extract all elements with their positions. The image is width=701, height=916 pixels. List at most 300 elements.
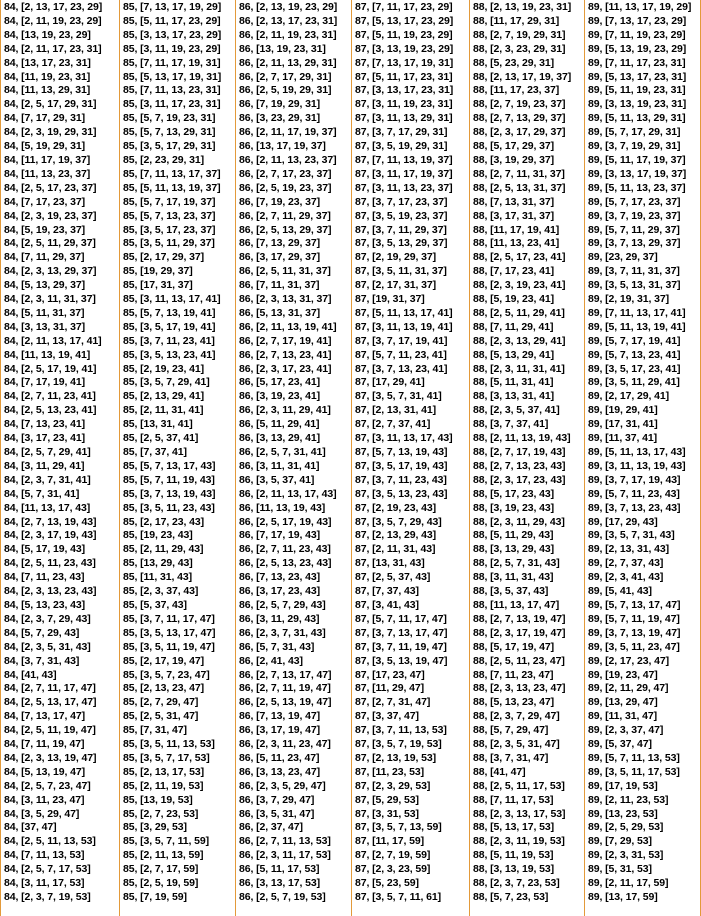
list-item: 84, [2, 5, 13, 17, 47] — [4, 696, 97, 709]
list-item: 87, [5, 11, 17, 23, 31] — [355, 70, 453, 83]
list-item: 87, [2, 3, 29, 53] — [355, 779, 431, 792]
list-item: 86, [2, 3, 11, 17, 53] — [239, 849, 331, 862]
list-item: 87, [3, 5, 13, 29, 37] — [355, 237, 448, 250]
list-item: 89, [5, 7, 17, 29, 31] — [588, 126, 681, 139]
list-item: 86, [2, 5, 13, 29, 37] — [239, 223, 332, 236]
list-item: 86, [2, 41, 43] — [239, 654, 303, 667]
list-item: 85, [2, 13, 29, 41] — [123, 390, 204, 403]
list-item: 89, [3, 5, 17, 23, 41] — [588, 362, 681, 375]
list-item: 85, [7, 11, 13, 17, 37] — [123, 167, 221, 180]
list-item: 87, [2, 11, 31, 43] — [355, 543, 436, 556]
list-item: 89, [5, 11, 13, 29, 31] — [588, 112, 686, 125]
list-item: 88, [2, 5, 11, 17, 53] — [473, 779, 565, 792]
list-item: 88, [2, 3, 5, 37, 41] — [473, 404, 560, 417]
list-item: 84, [2, 11, 17, 23, 31] — [4, 42, 102, 55]
list-item: 88, [3, 13, 29, 43] — [473, 543, 554, 556]
list-item: 86, [11, 13, 19, 43] — [239, 501, 326, 514]
list-item: 85, [13, 29, 43] — [123, 557, 193, 570]
list-item: 85, [2, 5, 19, 59] — [123, 877, 199, 890]
list-item: 88, [3, 7, 31, 47] — [473, 751, 549, 764]
list-item: 88, [2, 3, 17, 29, 37] — [473, 126, 566, 139]
list-item: 86, [3, 13, 17, 53] — [239, 877, 320, 890]
list-item: 84, [2, 3, 17, 19, 43] — [4, 529, 97, 542]
list-item: 89, [3, 5, 11, 17, 53] — [588, 765, 680, 778]
list-item: 87, [3, 7, 17, 29, 31] — [355, 126, 448, 139]
list-item: 88, [5, 13, 17, 53] — [473, 821, 554, 834]
list-item: 88, [11, 13, 17, 47] — [473, 598, 560, 611]
list-item: 84, [2, 13, 17, 23, 29] — [4, 1, 103, 13]
list-item: 87, [5, 7, 13, 19, 43] — [355, 446, 448, 458]
list-item: 87, [3, 13, 19, 23, 29] — [355, 42, 454, 55]
list-item: 88, [5, 11, 31, 41] — [473, 376, 554, 389]
list-item: 85, [3, 5, 13, 23, 41] — [123, 348, 216, 361]
list-item: 87, [3, 5, 7, 19, 53] — [355, 738, 442, 751]
list-item: 87, [3, 7, 11, 19, 47] — [355, 640, 447, 653]
list-item: 89, [3, 5, 7, 31, 43] — [588, 529, 675, 542]
list-item: 88, [2, 13, 17, 19, 37] — [473, 70, 572, 83]
list-item: 86, [3, 11, 29, 43] — [239, 612, 320, 625]
list-item: 89, [3, 7, 19, 29, 31] — [588, 140, 681, 153]
list-item: 86, [2, 5, 7, 31, 41] — [239, 446, 326, 458]
list-item: 86, [3, 5, 37, 41] — [239, 473, 315, 486]
list-item: 86, [2, 11, 13, 23, 37] — [239, 153, 337, 166]
list-item: 87, [3, 11, 13, 17, 43] — [355, 432, 453, 445]
list-item: 86, [2, 11, 13, 19, 41] — [239, 320, 337, 333]
list-item: 87, [3, 5, 7, 11, 61] — [355, 891, 442, 903]
list-item: 89, [3, 7, 13, 23, 43] — [588, 501, 681, 514]
list-item: 84, [3, 7, 31, 43] — [4, 654, 80, 667]
list-item: 85, [5, 7, 19, 23, 31] — [123, 112, 216, 125]
list-item: 89, [2, 11, 29, 47] — [588, 682, 669, 695]
list-item: 88, [2, 5, 7, 31, 43] — [473, 557, 560, 570]
list-item: 86, [2, 11, 13, 17, 43] — [239, 487, 337, 500]
list-item: 85, [7, 11, 13, 23, 31] — [123, 84, 221, 97]
list-item: 84, [2, 5, 17, 19, 41] — [4, 362, 97, 375]
list-item: 88, [2, 7, 13, 19, 47] — [473, 612, 566, 625]
list-item: 89, [3, 5, 11, 29, 41] — [588, 376, 680, 389]
list-item: 88, [2, 5, 11, 29, 41] — [473, 306, 565, 319]
list-item: 87, [7, 11, 13, 19, 37] — [355, 153, 453, 166]
list-item: 87, [3, 5, 19, 23, 37] — [355, 209, 448, 222]
list-item: 87, [3, 7, 11, 29, 37] — [355, 223, 447, 236]
list-item: 87, [7, 37, 43] — [355, 585, 419, 598]
list-item: 85, [2, 17, 19, 47] — [123, 654, 204, 667]
list-item: 88, [3, 13, 19, 53] — [473, 863, 554, 876]
list-item: 88, [2, 3, 13, 23, 47] — [473, 682, 566, 695]
list-item: 85, [3, 13, 17, 23, 29] — [123, 28, 222, 41]
list-item: 85, [2, 3, 37, 43] — [123, 585, 199, 598]
list-item: 88, [3, 13, 31, 41] — [473, 390, 554, 403]
list-item: 87, [2, 7, 37, 41] — [355, 418, 431, 431]
list-item: 86, [2, 3, 17, 23, 41] — [239, 362, 332, 375]
list-item: 84, [7, 11, 23, 43] — [4, 571, 85, 584]
list-item: 84, [2, 3, 19, 29, 31] — [4, 126, 97, 139]
list-item: 86, [5, 17, 23, 41] — [239, 376, 320, 389]
list-item: 85, [3, 5, 11, 23, 43] — [123, 501, 215, 514]
list-item: 85, [7, 11, 17, 19, 31] — [123, 56, 221, 69]
list-item: 84, [7, 13, 17, 47] — [4, 710, 85, 723]
table-column — [351, 0, 469, 916]
list-item: 88, [2, 3, 11, 31, 41] — [473, 362, 565, 375]
list-item: 89, [5, 11, 19, 23, 31] — [588, 84, 686, 97]
list-item: 85, [13, 19, 53] — [123, 793, 193, 806]
list-item: 87, [11, 29, 47] — [355, 682, 425, 695]
list-item: 87, [13, 31, 43] — [355, 557, 425, 570]
list-item: 86, [2, 5, 19, 29, 31] — [239, 84, 332, 97]
list-item: 85, [2, 11, 29, 43] — [123, 543, 204, 556]
list-item: 87, [3, 7, 17, 19, 41] — [355, 334, 448, 347]
list-item: 89, [2, 5, 29, 53] — [588, 821, 664, 834]
list-item: 89, [2, 3, 31, 53] — [588, 849, 664, 862]
list-item: 84, [2, 5, 7, 23, 47] — [4, 779, 91, 792]
list-item: 87, [3, 5, 7, 31, 41] — [355, 390, 442, 403]
list-item: 86, [3, 5, 31, 47] — [239, 807, 315, 820]
list-item: 88, [2, 3, 7, 23, 53] — [473, 877, 560, 890]
list-item: 87, [3, 13, 17, 23, 31] — [355, 84, 454, 97]
list-item: 87, [2, 13, 31, 41] — [355, 404, 436, 417]
list-item: 89, [19, 23, 47] — [588, 668, 658, 681]
list-item: 88, [5, 19, 23, 41] — [473, 293, 554, 306]
list-item: 85, [13, 31, 41] — [123, 418, 193, 431]
list-item: 89, [3, 13, 19, 23, 31] — [588, 98, 687, 111]
list-item: 89, [17, 31, 41] — [588, 418, 658, 431]
list-item: 84, [13, 19, 23, 29] — [4, 28, 91, 41]
list-item: 86, [7, 13, 23, 43] — [239, 571, 320, 584]
list-item: 84, [13, 17, 23, 31] — [4, 56, 91, 69]
list-item: 84, [2, 5, 7, 29, 41] — [4, 446, 91, 458]
list-item: 89, [3, 5, 11, 23, 47] — [588, 640, 680, 653]
list-item: 86, [13, 17, 19, 37] — [239, 140, 326, 153]
list-item: 87, [3, 5, 17, 19, 43] — [355, 459, 448, 472]
list-item: 84, [2, 3, 7, 19, 53] — [4, 891, 91, 903]
list-item: 86, [7, 19, 23, 37] — [239, 195, 320, 208]
list-item: 88, [2, 7, 19, 29, 31] — [473, 28, 566, 41]
list-item: 87, [2, 19, 23, 43] — [355, 501, 436, 514]
list-item: 86, [2, 3, 11, 23, 47] — [239, 738, 331, 751]
list-item: 89, [2, 3, 37, 47] — [588, 724, 664, 737]
list-item: 87, [3, 7, 13, 17, 47] — [355, 626, 448, 639]
list-item: 88, [3, 19, 29, 37] — [473, 153, 554, 166]
list-item: 86, [2, 7, 13, 17, 47] — [239, 668, 332, 681]
list-item: 85, [17, 31, 37] — [123, 279, 193, 292]
list-item: 88, [7, 11, 29, 41] — [473, 320, 554, 333]
list-item: 85, [3, 5, 7, 23, 47] — [123, 668, 210, 681]
list-item: 87, [5, 11, 13, 17, 41] — [355, 306, 453, 319]
list-item: 87, [3, 41, 43] — [355, 598, 419, 611]
list-item: 87, [3, 5, 7, 13, 59] — [355, 821, 442, 834]
list-item: 85, [2, 11, 13, 59] — [123, 849, 204, 862]
list-item: 88, [2, 3, 11, 19, 53] — [473, 835, 565, 848]
list-item: 87, [2, 17, 31, 37] — [355, 279, 436, 292]
list-item: 85, [5, 11, 17, 23, 29] — [123, 14, 221, 27]
list-item: 89, [7, 29, 53] — [588, 835, 652, 848]
list-item: 88, [2, 7, 19, 23, 37] — [473, 98, 566, 111]
list-item: 84, [5, 17, 19, 43] — [4, 543, 85, 556]
list-item: 85, [2, 19, 23, 41] — [123, 362, 204, 375]
list-item: 85, [3, 11, 19, 23, 29] — [123, 42, 221, 55]
list-item: 85, [3, 5, 11, 29, 37] — [123, 237, 215, 250]
list-item: 84, [11, 17, 19, 37] — [4, 153, 91, 166]
list-item: 89, [5, 7, 11, 19, 47] — [588, 612, 680, 625]
list-item: 85, [3, 29, 53] — [123, 821, 187, 834]
list-item: 85, [3, 5, 11, 19, 47] — [123, 640, 215, 653]
list-item: 88, [3, 11, 31, 43] — [473, 571, 554, 584]
list-item: 89, [5, 7, 13, 23, 41] — [588, 348, 681, 361]
list-item: 85, [7, 13, 17, 19, 29] — [123, 1, 222, 13]
list-item: 88, [2, 3, 19, 23, 41] — [473, 279, 566, 292]
list-item: 89, [3, 7, 13, 19, 47] — [588, 626, 681, 639]
list-item: 89, [19, 29, 41] — [588, 404, 658, 417]
list-item: 85, [2, 7, 17, 59] — [123, 863, 199, 876]
list-item: 84, [3, 11, 17, 53] — [4, 877, 85, 890]
list-item: 89, [5, 13, 17, 23, 31] — [588, 70, 687, 83]
list-item: 87, [5, 7, 11, 23, 41] — [355, 348, 447, 361]
list-item: 88, [5, 11, 29, 43] — [473, 529, 554, 542]
list-item: 85, [2, 17, 23, 43] — [123, 515, 204, 528]
list-item: 84, [2, 11, 19, 23, 29] — [4, 14, 102, 27]
list-item: 88, [7, 13, 31, 37] — [473, 195, 554, 208]
list-item: 84, [11, 13, 29, 31] — [4, 84, 91, 97]
list-item: 85, [2, 7, 23, 53] — [123, 807, 199, 820]
list-item: 84, [3, 5, 29, 47] — [4, 807, 80, 820]
list-item: 84, [2, 7, 11, 17, 47] — [4, 682, 96, 695]
list-item: 88, [5, 17, 29, 37] — [473, 140, 554, 153]
list-item: 85, [3, 11, 13, 17, 41] — [123, 293, 221, 306]
list-item: 84, [2, 5, 17, 23, 37] — [4, 181, 97, 194]
table-column — [469, 0, 584, 916]
list-item: 87, [3, 7, 11, 23, 43] — [355, 473, 447, 486]
list-item: 86, [3, 7, 29, 47] — [239, 793, 315, 806]
list-item: 89, [3, 13, 17, 19, 37] — [588, 167, 687, 180]
list-item: 84, [2, 5, 7, 17, 53] — [4, 863, 91, 876]
list-item: 89, [5, 7, 17, 19, 41] — [588, 334, 681, 347]
list-item: 88, [2, 13, 19, 23, 31] — [473, 1, 572, 13]
list-item: 86, [7, 13, 29, 37] — [239, 237, 320, 250]
list-item: 84, [2, 3, 7, 29, 43] — [4, 612, 91, 625]
list-item: 84, [2, 3, 19, 23, 37] — [4, 209, 97, 222]
list-item: 84, [2, 3, 7, 31, 41] — [4, 473, 91, 486]
list-item: 88, [11, 17, 19, 41] — [473, 223, 560, 236]
list-item: 86, [2, 7, 17, 23, 37] — [239, 167, 332, 180]
list-item: 85, [2, 5, 31, 47] — [123, 710, 199, 723]
list-item: 87, [2, 19, 29, 37] — [355, 251, 436, 264]
list-item: 88, [3, 19, 23, 43] — [473, 501, 554, 514]
list-item: 87, [3, 31, 53] — [355, 807, 419, 820]
list-item: 84, [2, 3, 13, 29, 37] — [4, 265, 97, 278]
list-item: 86, [2, 5, 11, 31, 37] — [239, 265, 331, 278]
list-item: 89, [5, 7, 11, 13, 53] — [588, 751, 680, 764]
list-item: 86, [2, 7, 11, 29, 37] — [239, 209, 331, 222]
list-item: 86, [2, 37, 47] — [239, 821, 303, 834]
list-item: 89, [2, 13, 31, 43] — [588, 543, 669, 556]
table-column — [119, 0, 235, 916]
list-item: 85, [2, 13, 23, 47] — [123, 682, 204, 695]
list-item: 88, [41, 47] — [473, 765, 526, 778]
list-item: 85, [3, 5, 13, 17, 47] — [123, 626, 216, 639]
list-item: 87, [11, 23, 53] — [355, 765, 425, 778]
list-item: 87, [2, 5, 37, 43] — [355, 571, 431, 584]
list-item: 86, [2, 7, 11, 23, 43] — [239, 543, 331, 556]
list-item: 89, [3, 5, 13, 31, 37] — [588, 279, 681, 292]
list-item: 86, [2, 11, 17, 19, 37] — [239, 126, 337, 139]
list-item: 86, [5, 11, 17, 53] — [239, 863, 320, 876]
list-item: 84, [7, 11, 13, 53] — [4, 849, 85, 862]
list-item: 86, [2, 5, 7, 29, 43] — [239, 598, 326, 611]
list-item: 84, [7, 13, 23, 41] — [4, 418, 85, 431]
list-item: 87, [2, 13, 29, 43] — [355, 529, 436, 542]
list-item: 87, [5, 29, 53] — [355, 793, 419, 806]
list-item: 87, [2, 13, 19, 53] — [355, 751, 436, 764]
list-item: 89, [2, 3, 41, 43] — [588, 571, 664, 584]
list-item: 88, [5, 13, 29, 41] — [473, 348, 554, 361]
list-item: 88, [2, 3, 17, 19, 47] — [473, 626, 566, 639]
list-item: 87, [19, 31, 37] — [355, 293, 425, 306]
list-item: 89, [11, 37, 41] — [588, 432, 658, 445]
list-item: 85, [3, 5, 17, 19, 41] — [123, 320, 216, 333]
list-item: 86, [5, 11, 23, 47] — [239, 751, 320, 764]
list-item: 84, [2, 3, 5, 31, 43] — [4, 640, 91, 653]
list-item: 85, [2, 11, 31, 41] — [123, 404, 204, 417]
list-item: 89, [2, 19, 31, 37] — [588, 293, 669, 306]
list-item: 86, [2, 11, 13, 29, 31] — [239, 56, 337, 69]
list-item: 88, [2, 3, 5, 31, 47] — [473, 738, 560, 751]
list-item: 85, [3, 7, 13, 19, 43] — [123, 487, 216, 500]
list-item: 84, [2, 5, 11, 19, 47] — [4, 724, 96, 737]
list-item: 86, [3, 13, 29, 41] — [239, 432, 320, 445]
list-item: 87, [5, 13, 17, 23, 29] — [355, 14, 454, 27]
list-item: 86, [2, 7, 17, 29, 31] — [239, 70, 332, 83]
list-item: 89, [3, 7, 11, 31, 37] — [588, 265, 680, 278]
list-item: 84, [5, 13, 19, 47] — [4, 765, 85, 778]
list-item: 85, [5, 7, 13, 19, 41] — [123, 306, 216, 319]
list-item: 89, [3, 7, 17, 19, 43] — [588, 473, 681, 486]
list-item: 87, [7, 13, 17, 19, 31] — [355, 56, 454, 69]
list-item: 86, [2, 5, 17, 19, 43] — [239, 515, 332, 528]
list-item: 86, [7, 19, 29, 31] — [239, 98, 320, 111]
list-item: 87, [3, 7, 17, 23, 37] — [355, 195, 448, 208]
list-item: 89, [5, 11, 17, 19, 37] — [588, 153, 686, 166]
list-item: 84, [7, 17, 19, 41] — [4, 376, 85, 389]
list-item: 89, [5, 11, 13, 17, 43] — [588, 446, 686, 458]
list-item: 87, [3, 11, 17, 19, 37] — [355, 167, 453, 180]
list-item: 85, [2, 11, 19, 53] — [123, 779, 204, 792]
list-item: 86, [2, 5, 19, 23, 37] — [239, 181, 332, 194]
list-item: 84, [3, 13, 31, 37] — [4, 320, 85, 333]
list-item: 88, [2, 11, 13, 19, 43] — [473, 432, 571, 445]
list-item: 85, [3, 5, 7, 11, 59] — [123, 835, 210, 848]
list-item: 89, [7, 13, 17, 23, 29] — [588, 14, 687, 27]
list-item: 85, [7, 37, 41] — [123, 446, 187, 458]
list-item: 87, [3, 7, 11, 13, 53] — [355, 724, 447, 737]
list-item: 86, [3, 11, 31, 41] — [239, 459, 320, 472]
list-item: 88, [5, 7, 29, 47] — [473, 724, 549, 737]
list-item: 84, [5, 7, 31, 41] — [4, 487, 80, 500]
list-item: 87, [2, 7, 31, 47] — [355, 696, 431, 709]
list-item: 87, [3, 11, 13, 29, 31] — [355, 112, 453, 125]
list-item: 86, [7, 13, 19, 47] — [239, 710, 320, 723]
list-item: 85, [2, 13, 17, 53] — [123, 765, 204, 778]
list-item: 89, [2, 11, 17, 59] — [588, 877, 669, 890]
list-item: 86, [2, 7, 11, 19, 47] — [239, 682, 331, 695]
list-item: 86, [2, 7, 13, 23, 41] — [239, 348, 332, 361]
list-item: 88, [2, 3, 23, 29, 31] — [473, 42, 566, 55]
list-item: 86, [13, 19, 23, 31] — [239, 42, 326, 55]
list-item: 88, [2, 3, 13, 17, 53] — [473, 807, 566, 820]
list-item: 86, [2, 11, 19, 23, 31] — [239, 28, 337, 41]
list-item: 84, [3, 11, 29, 41] — [4, 459, 85, 472]
list-item: 89, [5, 11, 13, 19, 41] — [588, 320, 686, 333]
list-item: 85, [5, 7, 13, 29, 31] — [123, 126, 216, 139]
list-item: 86, [3, 17, 23, 43] — [239, 585, 320, 598]
list-item: 88, [2, 3, 13, 29, 41] — [473, 334, 566, 347]
list-item: 88, [2, 5, 11, 23, 47] — [473, 654, 565, 667]
list-item: 88, [2, 5, 13, 31, 37] — [473, 181, 566, 194]
list-item: 86, [2, 7, 11, 13, 53] — [239, 835, 331, 848]
list-item: 88, [3, 17, 31, 37] — [473, 209, 554, 222]
list-item: 87, [3, 11, 13, 19, 41] — [355, 320, 453, 333]
list-item: 84, [2, 5, 17, 29, 31] — [4, 98, 97, 111]
table-column — [584, 0, 701, 916]
table-column — [0, 0, 119, 916]
list-item: 88, [11, 13, 23, 41] — [473, 237, 560, 250]
list-item: 85, [2, 7, 29, 47] — [123, 696, 199, 709]
list-item: 84, [2, 5, 11, 23, 43] — [4, 557, 96, 570]
list-item: 88, [2, 7, 11, 31, 37] — [473, 167, 565, 180]
list-item: 84, [2, 5, 13, 23, 41] — [4, 404, 97, 417]
list-item: 85, [19, 23, 43] — [123, 529, 193, 542]
list-item: 84, [11, 13, 17, 43] — [4, 501, 91, 514]
list-item: 86, [2, 7, 17, 19, 41] — [239, 334, 332, 347]
list-item: 86, [7, 17, 19, 43] — [239, 529, 320, 542]
list-item: 89, [3, 7, 13, 29, 37] — [588, 237, 681, 250]
list-item: 85, [3, 7, 11, 23, 41] — [123, 334, 215, 347]
list-item: 89, [7, 11, 13, 17, 41] — [588, 306, 686, 319]
list-item: 85, [5, 7, 13, 23, 37] — [123, 209, 216, 222]
list-item: 88, [5, 11, 19, 53] — [473, 849, 554, 862]
list-item: 87, [11, 17, 59] — [355, 835, 425, 848]
list-item: 88, [11, 17, 23, 37] — [473, 84, 560, 97]
list-item: 89, [13, 29, 47] — [588, 696, 658, 709]
list-item: 88, [7, 11, 23, 47] — [473, 668, 554, 681]
list-item: 89, [2, 7, 37, 43] — [588, 557, 664, 570]
list-item: 84, [11, 13, 19, 41] — [4, 348, 91, 361]
list-item: 85, [5, 11, 13, 19, 37] — [123, 181, 221, 194]
list-item: 85, [3, 5, 11, 13, 53] — [123, 738, 215, 751]
list-item: 87, [5, 7, 11, 17, 47] — [355, 612, 447, 625]
list-item: 88, [2, 3, 17, 23, 43] — [473, 473, 566, 486]
list-item: 89, [5, 31, 53] — [588, 863, 652, 876]
list-item: 87, [5, 23, 59] — [355, 877, 419, 890]
list-item: 85, [2, 17, 29, 37] — [123, 251, 204, 264]
list-item: 88, [7, 17, 23, 41] — [473, 265, 554, 278]
list-item: 86, [3, 17, 19, 47] — [239, 724, 320, 737]
list-item: 85, [3, 5, 17, 23, 37] — [123, 223, 216, 236]
list-item: 85, [2, 23, 29, 31] — [123, 153, 204, 166]
list-item: 87, [7, 11, 17, 23, 29] — [355, 1, 453, 13]
list-item: 84, [5, 19, 23, 37] — [4, 223, 85, 236]
list-item: 88, [2, 7, 13, 23, 43] — [473, 459, 566, 472]
list-item: 84, [5, 7, 29, 43] — [4, 626, 80, 639]
list-item: 89, [11, 13, 17, 19, 29] — [588, 1, 692, 13]
list-item: 87, [3, 11, 19, 23, 31] — [355, 98, 453, 111]
list-item: 84, [2, 3, 13, 23, 43] — [4, 585, 97, 598]
list-item: 85, [5, 7, 11, 19, 43] — [123, 473, 215, 486]
list-item: 87, [5, 11, 19, 23, 29] — [355, 28, 453, 41]
table-column — [235, 0, 351, 916]
list-item: 84, [2, 7, 13, 19, 43] — [4, 515, 97, 528]
list-item: 86, [3, 23, 29, 31] — [239, 112, 320, 125]
list-item: 84, [2, 3, 13, 19, 47] — [4, 751, 97, 764]
